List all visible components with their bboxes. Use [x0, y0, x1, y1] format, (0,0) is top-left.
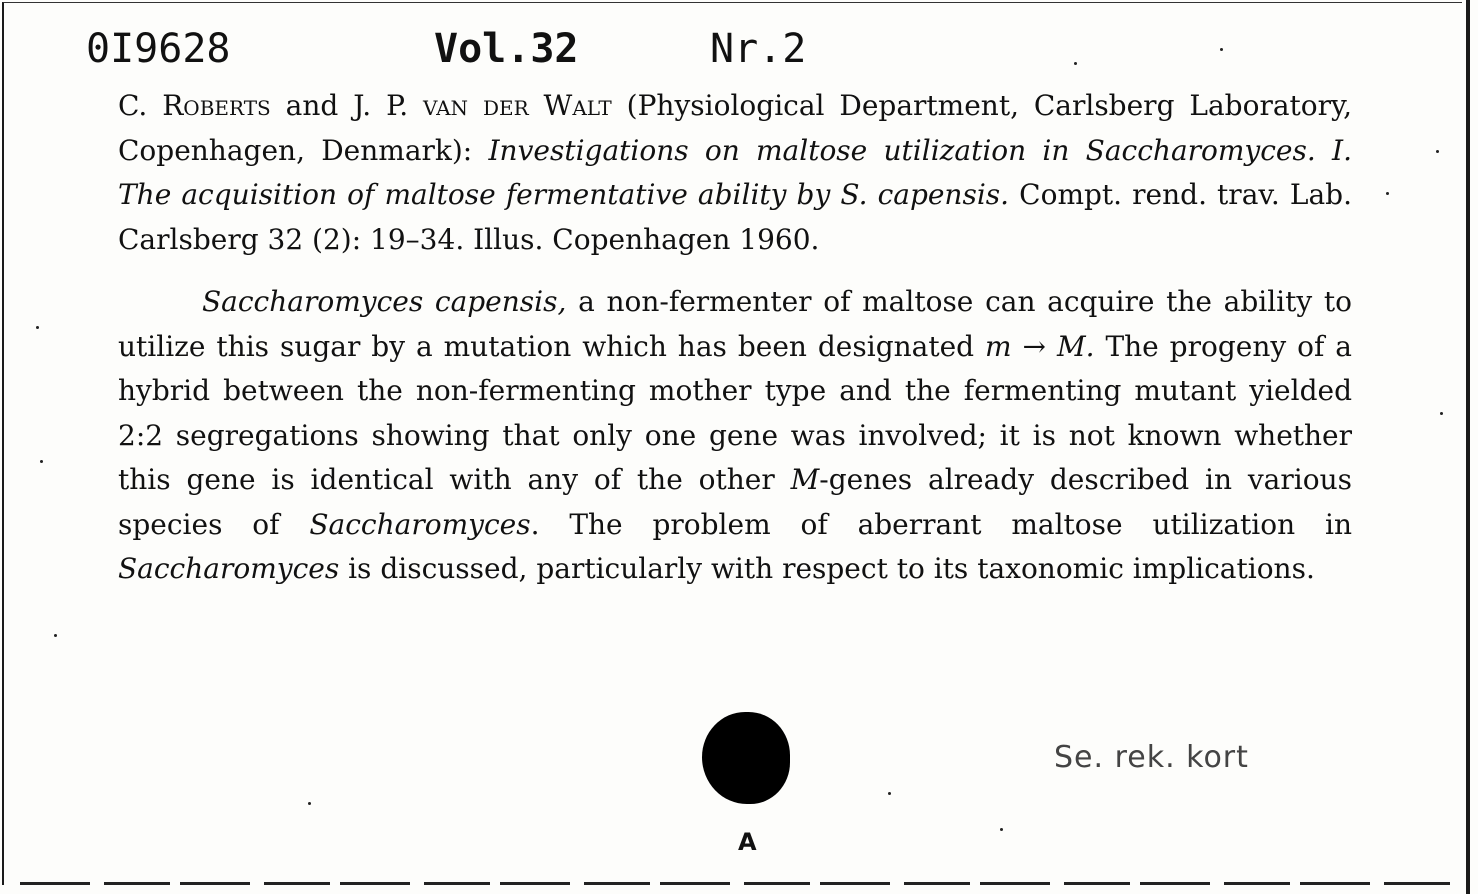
citation-block [118, 84, 1352, 262]
abstract-paragraph [118, 280, 1352, 592]
abstract-block [118, 280, 1352, 592]
speck [308, 802, 311, 805]
article-title: Investigations on maltose utilization in Saccharomyces. I. The acquisition of maltose fermentative ability by S. capensis. [118, 133, 1352, 211]
affiliation: (Physiological Department, Carlsberg Laboratory, Copenhagen, Denmark): [118, 89, 1353, 167]
speck [1436, 150, 1439, 153]
speck [1000, 828, 1003, 831]
speck [1074, 62, 1077, 65]
speck [888, 792, 891, 795]
page-number: A [738, 828, 757, 856]
genus-name-1: Saccharomyces [309, 507, 531, 541]
author-2: J. P. van der Walt [353, 89, 612, 122]
stamp-text: Se. rek. kort [1054, 740, 1249, 775]
speck [36, 326, 39, 329]
punch-hole [702, 712, 790, 804]
species-name: Saccharomyces capensis, [202, 285, 567, 318]
card-right-edge [1466, 0, 1470, 894]
abstract-text-4: . The problem of aberrant maltose utilization in [530, 507, 1352, 541]
author-conjunction: and [285, 89, 339, 122]
genus-name-2: Saccharomyces [118, 552, 340, 585]
abstract-text-5: is discussed, particularly with respect to its taxonomic implications. [339, 552, 1315, 585]
mutation-notation: m → M. [985, 329, 1095, 363]
card-bottom-edge [20, 882, 1460, 885]
speck [54, 634, 57, 637]
abstract-text-2: The progeny of a hybrid between the non-fermenting mother type and the fermenting mutant yielded 2:2 segregations showing that only one gene was involved; it is not known whether this gene is identical with any of the other [118, 329, 1352, 496]
issue-number: Nr.2 [710, 26, 807, 72]
abstract-text-3: -genes already described in various species of [118, 463, 1352, 541]
speck [1440, 412, 1443, 415]
source-reference: Compt. rend. trav. Lab. Carlsberg 32 (2): 19–34. Illus. Copenhagen 1960. [118, 178, 1352, 256]
volume-label: Vol.32 [434, 26, 579, 72]
m-gene-symbol: M [790, 463, 820, 496]
accession-number: 0I9628 [86, 26, 231, 72]
speck [1386, 192, 1389, 195]
author-1: C. Roberts [118, 89, 271, 122]
speck [1220, 48, 1223, 51]
speck [40, 460, 43, 463]
abstract-text-1: a non-fermenter of maltose can acquire the ability to utilize this sugar by a mutation which has been designated [118, 285, 1353, 363]
